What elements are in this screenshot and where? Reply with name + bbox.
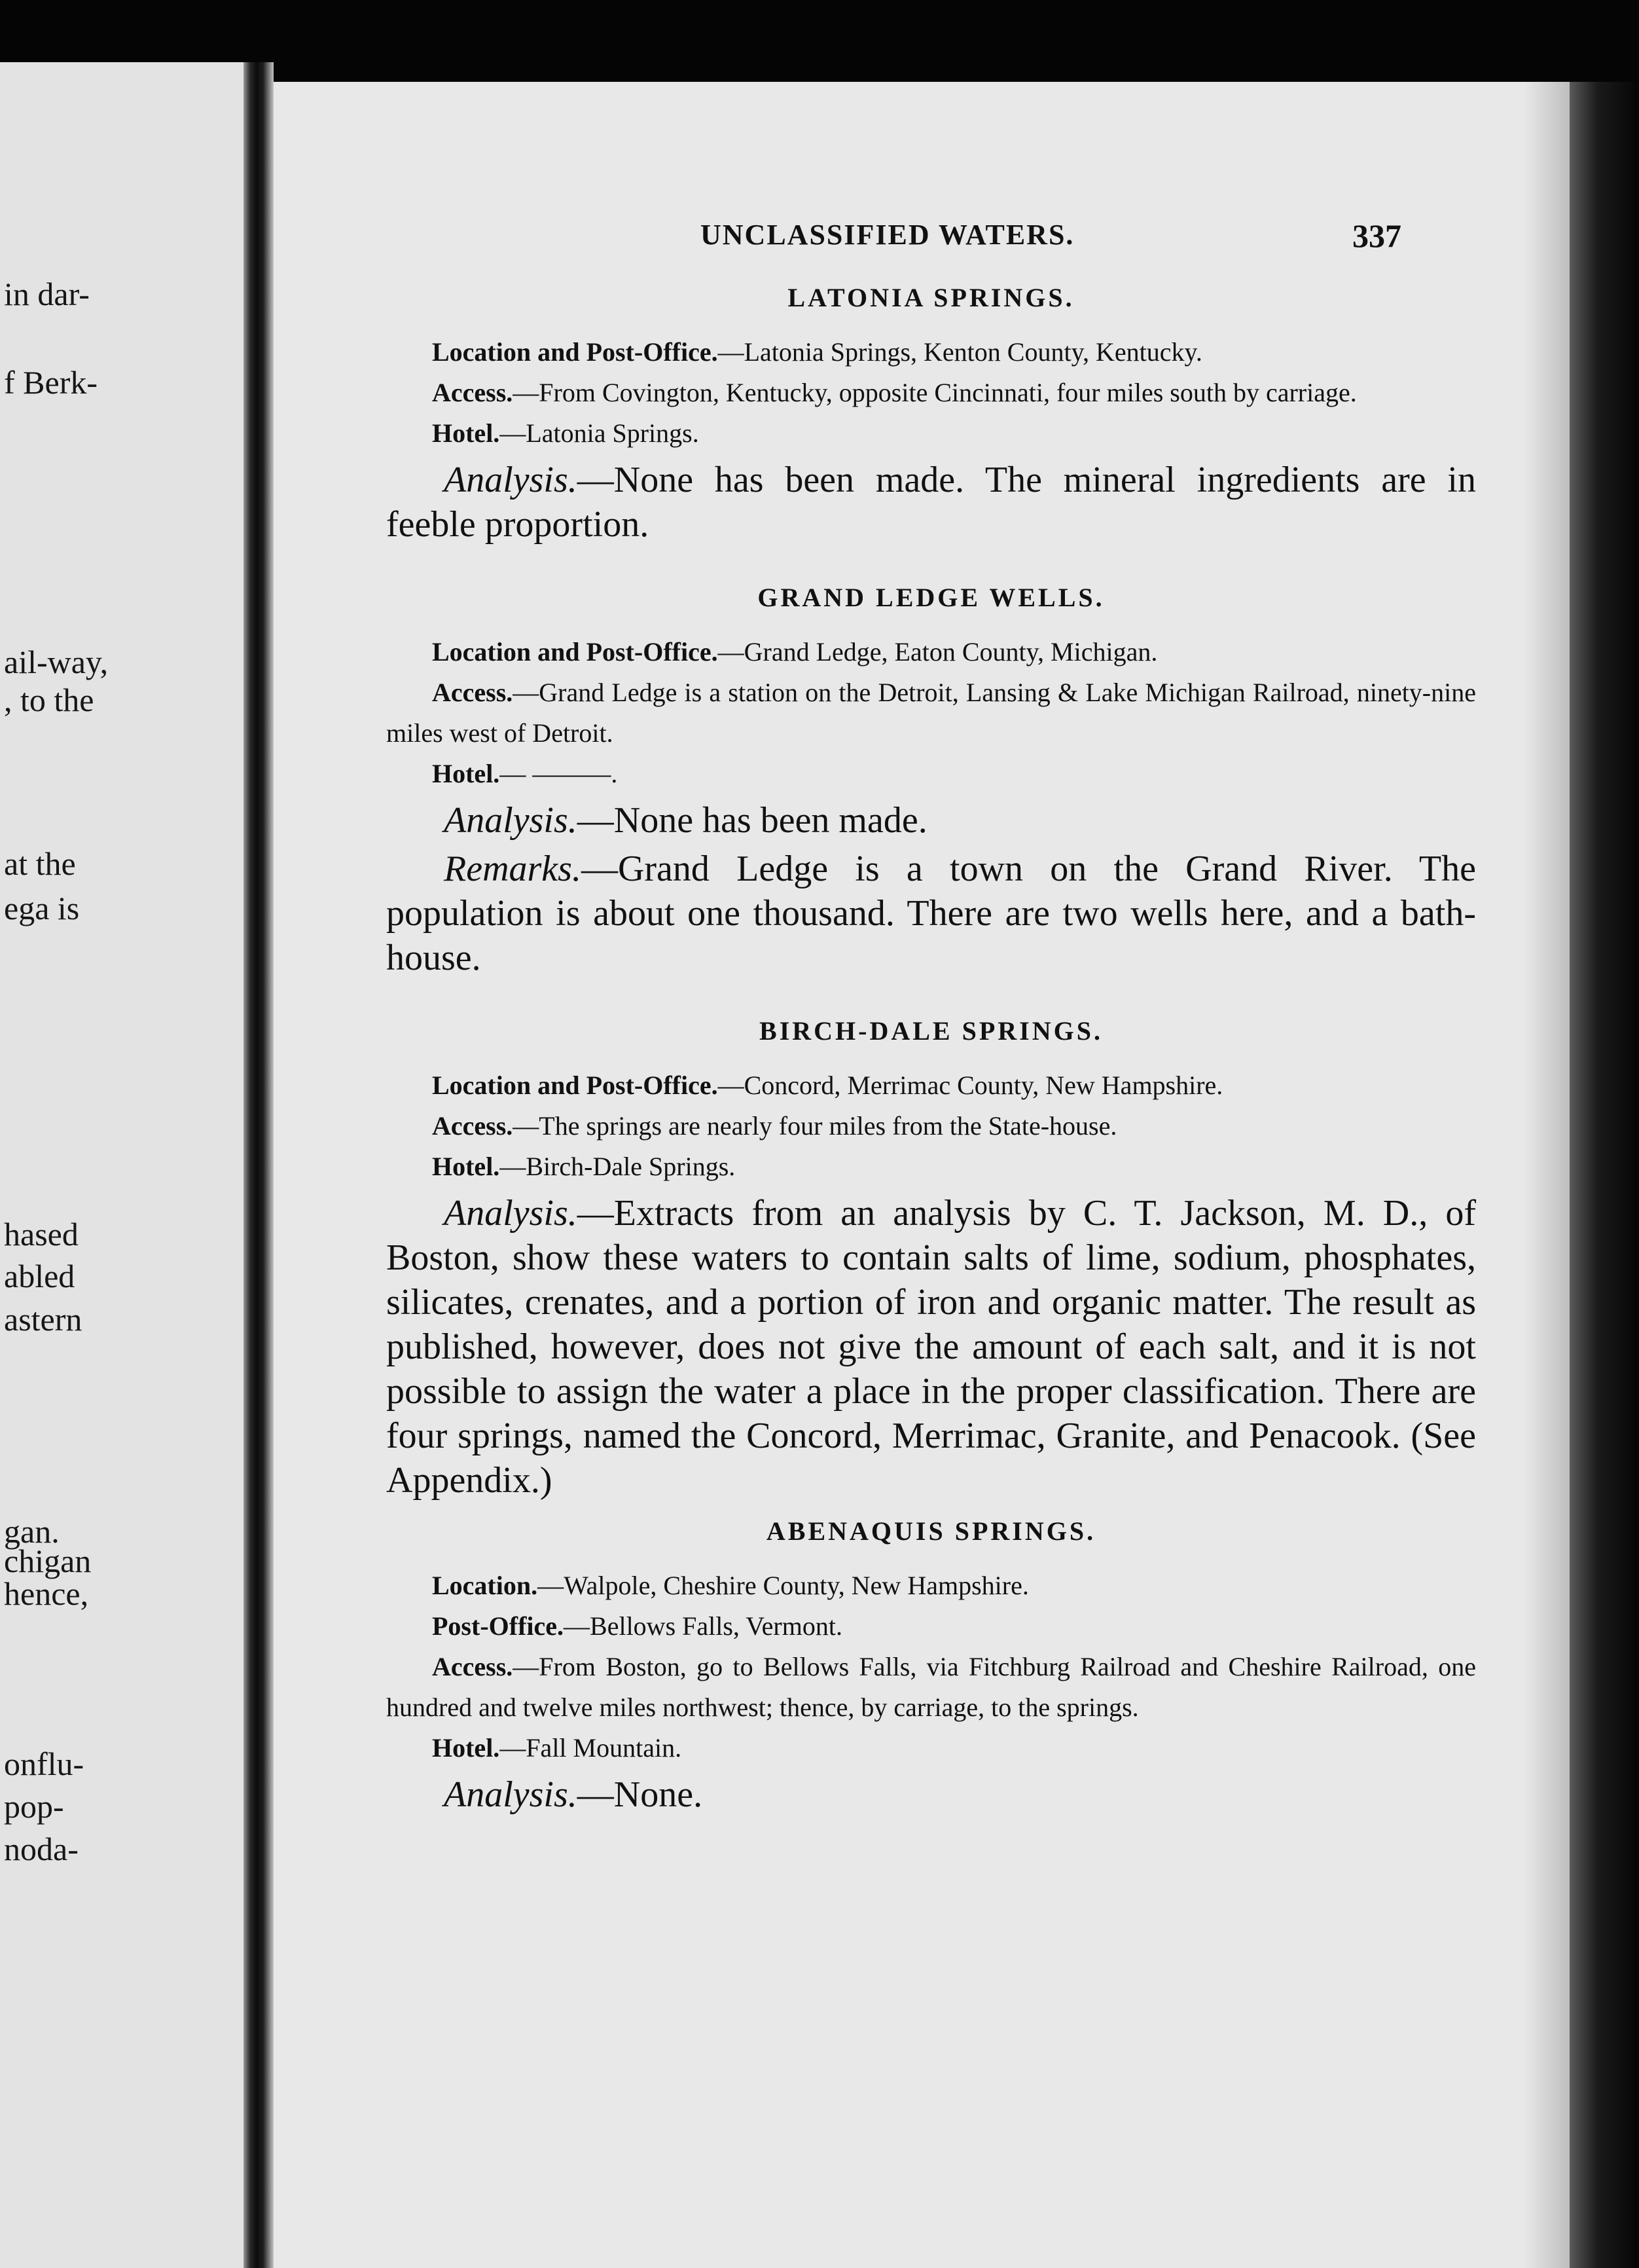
field-label: Post-Office. <box>432 1611 564 1641</box>
paragraph-text: —None has been made. <box>577 800 928 841</box>
section-heading: BIRCH-DALE SPRINGS. <box>759 1016 1103 1046</box>
field-text: —Birch-Dale Springs. <box>499 1152 736 1181</box>
field-label: Hotel. <box>432 759 500 788</box>
book-spine <box>243 62 274 2268</box>
field-label: Location and Post-Office. <box>432 637 718 667</box>
paragraph-text: —Grand Ledge is a town on the Grand River. The population is about one thousand. There are two wells here, and a bath-house. <box>386 849 1476 978</box>
paragraph-text: —None has been made. The mineral ingredients are in feeble proportion. <box>386 460 1476 545</box>
field-label: Location and Post-Office. <box>432 1070 718 1100</box>
field-entry <box>386 1065 1476 1106</box>
paragraph-label: Analysis. <box>444 1193 577 1234</box>
page-content <box>386 285 1476 1855</box>
paragraph-label: Analysis. <box>444 800 577 841</box>
field-entry <box>386 672 1476 754</box>
left-page-fragment: at the <box>4 845 76 882</box>
field-text: —Fall Mountain. <box>499 1733 682 1763</box>
left-page-fragment: ega is <box>4 890 80 926</box>
field-entry <box>386 632 1476 672</box>
section-heading: LATONIA SPRINGS. <box>787 283 1075 312</box>
section <box>386 585 1476 980</box>
field-text: —Concord, Merrimac County, New Hampshire. <box>717 1070 1223 1100</box>
paragraph-text: —Extracts from an analysis by C. T. Jackson, M. D., of Boston, show these waters to contain salts of lime, sodium, phosphates, silicates, crenates, and a portion of iron and organic matter. The result as published, however, does not give the amount of each salt, and it is not possible to assign the water a place in the proper classification. There are four springs, named the Concord, Merrimac, Granite, and Penacook. (See Appendix.) <box>386 1193 1476 1501</box>
field-entry <box>386 1647 1476 1728</box>
left-page-fragment: onflu- <box>4 1746 84 1782</box>
paragraph-text: —None. <box>577 1774 703 1815</box>
section <box>386 285 1476 547</box>
running-head: UNCLASSIFIED WATERS. <box>700 219 1075 251</box>
field-text: —From Boston, go to Bellows Falls, via Fitchburg Railroad and Cheshire Railroad, one hundred and twelve miles northwest; thence, by carriage, to the springs. <box>386 1652 1476 1722</box>
paragraph-label: Remarks. <box>444 849 581 889</box>
field-text: —The springs are nearly four miles from the State-house. <box>513 1111 1117 1141</box>
field-label: Hotel. <box>432 1152 500 1181</box>
field-label: Access. <box>432 378 513 407</box>
paragraph <box>386 1772 1476 1817</box>
left-page-fragment: ail-way, <box>4 644 109 680</box>
left-page-fragment: gan. <box>4 1513 60 1550</box>
paragraph-label: Analysis. <box>444 1774 577 1815</box>
paragraph <box>386 458 1476 547</box>
field-text: —Bellows Falls, Vermont. <box>564 1611 842 1641</box>
field-text: —Grand Ledge, Eaton County, Michigan. <box>717 637 1158 667</box>
left-page-fragment: f Berk- <box>4 364 98 401</box>
page-number: 337 <box>1352 217 1401 254</box>
section <box>386 1018 1476 1503</box>
field-label: Access. <box>432 678 513 707</box>
left-page-fragment: hence, <box>4 1575 89 1612</box>
field-text: —Walpole, Cheshire County, New Hampshire. <box>537 1571 1029 1600</box>
field-text: —From Covington, Kentucky, opposite Cincinnati, four miles south by carriage. <box>513 378 1357 407</box>
field-entry <box>386 1565 1476 1606</box>
field-label: Location and Post-Office. <box>432 337 718 367</box>
field-entry <box>386 332 1476 373</box>
paragraph <box>386 1191 1476 1503</box>
field-entry <box>386 1146 1476 1187</box>
field-text: —Latonia Springs, Kenton County, Kentucky. <box>717 337 1202 367</box>
left-page-fragment: chigan <box>4 1543 92 1579</box>
field-label: Hotel. <box>432 1733 500 1763</box>
right-page-edge <box>1570 82 1639 2268</box>
page-header <box>274 218 1570 264</box>
paragraph <box>386 847 1476 980</box>
section <box>386 1518 1476 1817</box>
section-heading: GRAND LEDGE WELLS. <box>757 583 1105 612</box>
field-entry <box>386 1606 1476 1647</box>
field-label: Hotel. <box>432 418 500 448</box>
field-text: —Grand Ledge is a station on the Detroit, Lansing & Lake Michigan Railroad, ninety-nine miles west of Detroit. <box>386 678 1476 748</box>
field-label: Location. <box>432 1571 538 1600</box>
field-label: Access. <box>432 1111 513 1141</box>
left-page-edge <box>0 62 243 2268</box>
page <box>274 82 1570 2268</box>
left-page-fragment: astern <box>4 1301 82 1338</box>
paragraph <box>386 798 1476 843</box>
field-text: — ———. <box>499 759 618 788</box>
field-text: —Latonia Springs. <box>499 418 699 448</box>
field-entry <box>386 413 1476 454</box>
left-page-fragment: abled <box>4 1258 75 1294</box>
field-entry <box>386 1106 1476 1146</box>
left-page-fragment: noda- <box>4 1831 79 1867</box>
field-entry <box>386 754 1476 794</box>
field-entry <box>386 1728 1476 1768</box>
paragraph-label: Analysis. <box>444 460 577 500</box>
left-page-fragment: in dar- <box>4 276 90 312</box>
left-page-fragment: hased <box>4 1216 79 1253</box>
left-page-fragment: , to the <box>4 682 94 718</box>
left-page-fragment: pop- <box>4 1788 64 1825</box>
section-heading: ABENAQUIS SPRINGS. <box>766 1516 1096 1546</box>
field-label: Access. <box>432 1652 513 1681</box>
field-entry <box>386 373 1476 413</box>
